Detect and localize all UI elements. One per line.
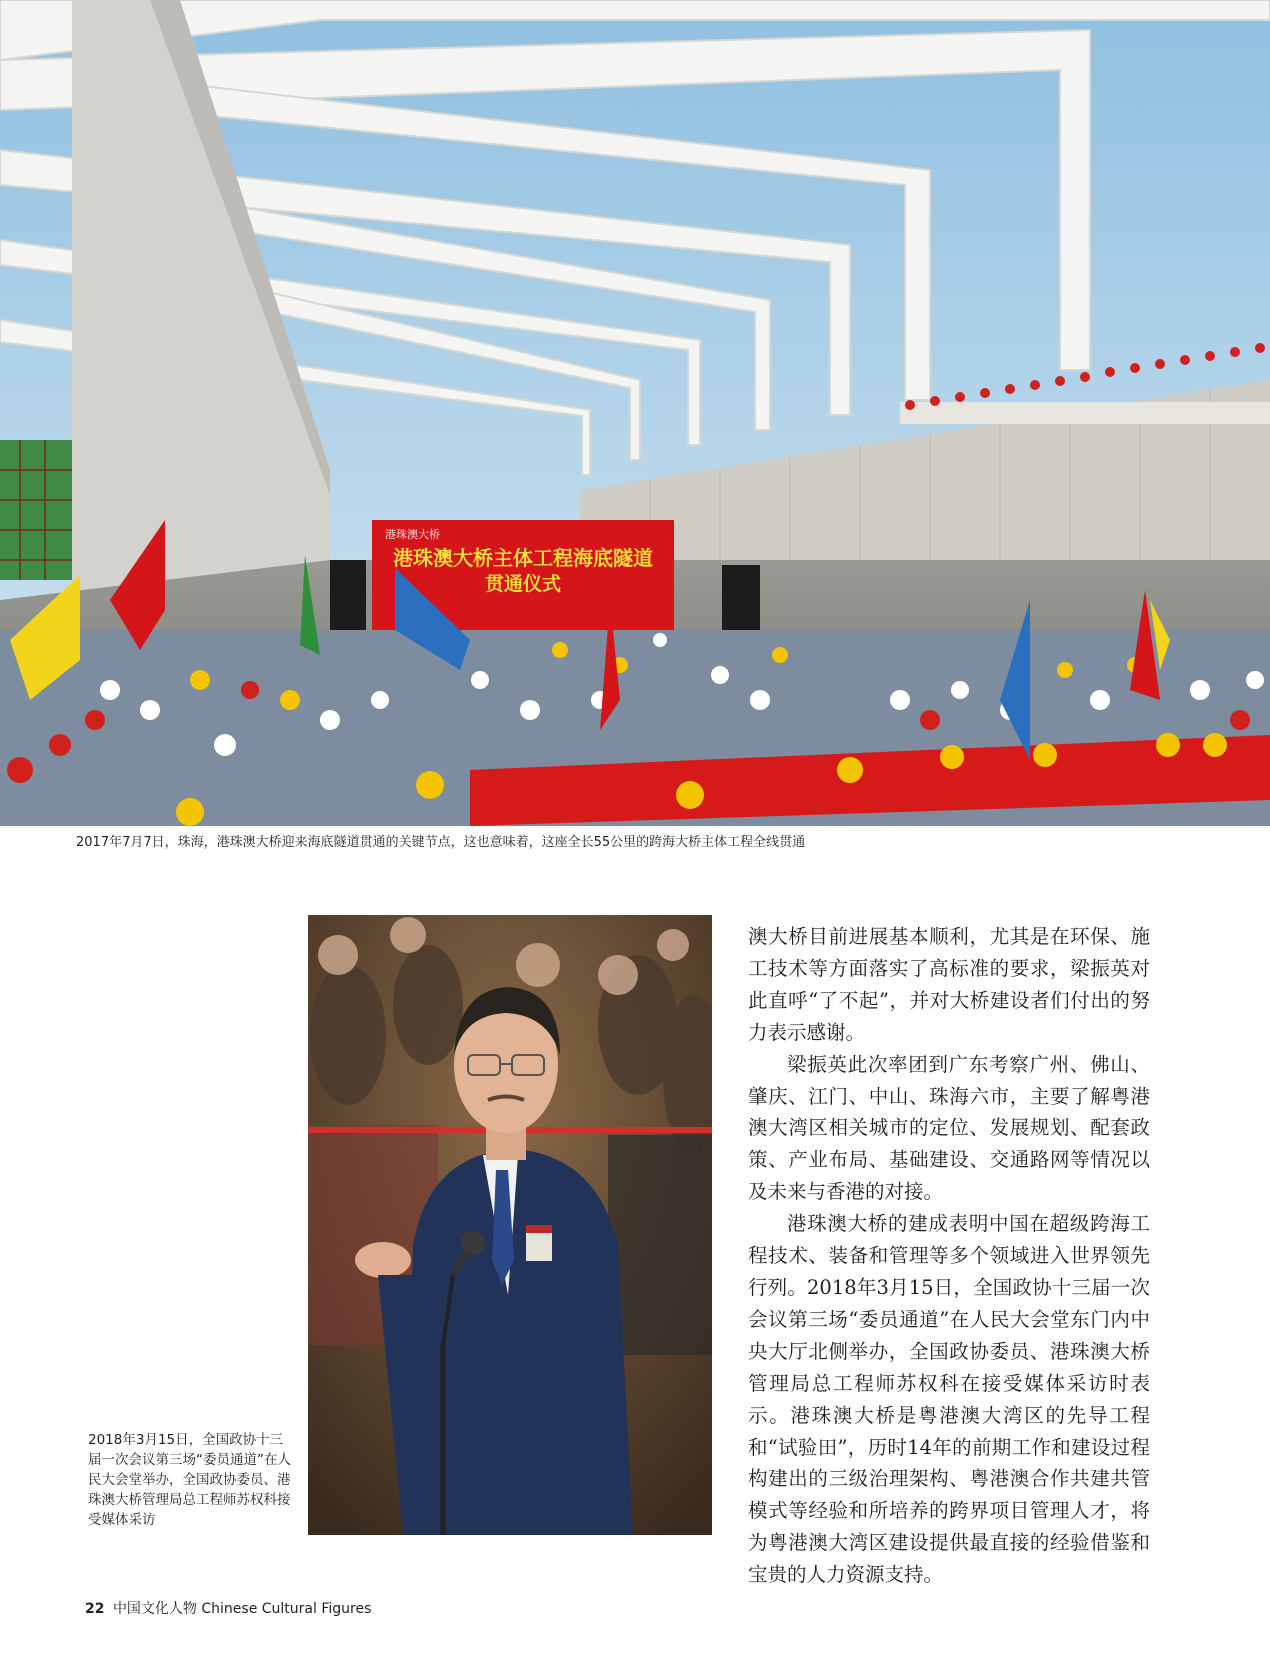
top-photo-caption: 2017年7月7日，珠海，港珠澳大桥迎来海底隧道贯通的关键节点，这也意味着，这座全长55公里的跨海大桥主体工程全线贯通 (76, 835, 806, 850)
article-paragraph-1: 澳大桥目前进展基本顺利，尤其是在环保、施工技术等方面落实了高标准的要求，梁振英对此直呼“了不起”，并对大桥建设者们付出的努力表示感谢。 (748, 925, 1150, 1044)
banner-title-line1: 港珠澳大桥主体工程海底隧道 (393, 546, 653, 570)
article-paragraph-3: 港珠澳大桥的建成表明中国在超级跨海工程技术、装备和管理等多个领域进入世界领先行列。2018年3月15日，全国政协十三届一次会议第三场“委员通道”在人民大会堂东门内中央大厅北侧举办，全国政协委员、港珠澳大桥管理局总工程师苏权科在接受媒体采访时表示。港珠澳大桥是粤港澳大湾区的先导工程和“试验田”，历时14年的前期工作和建设过程构建出的三级治理架构、粤港澳合作共建共管模式等经验和所培养的跨界项目管理人才，将为粤港澳大湾区建设提供最直接的经验借鉴和宝贵的人力资源支持。 (748, 1212, 1150, 1587)
speaker-portrait-photo (308, 915, 712, 1535)
tunnel-ceremony-photo (0, 0, 1270, 826)
publication-name: 中国文化人物 Chinese Cultural Figures (112, 1601, 372, 1617)
page-footer (85, 1598, 371, 1618)
article-body (748, 921, 1150, 1591)
portrait-caption: 2018年3月15日，全国政协十三届一次会议第三场“委员通道”在人民大会堂举办，全国政协委员、港珠澳大桥管理局总工程师苏权科接受媒体采访 (88, 1432, 291, 1528)
banner-logo-text: 港珠澳大桥 (385, 528, 440, 541)
page-number: 22 (85, 1601, 105, 1617)
banner-title-line2: 贯通仪式 (484, 573, 562, 595)
article-paragraph-2: 梁振英此次率团到广东考察广州、佛山、肇庆、江门、中山、珠海六市，主要了解粤港澳大湾区相关城市的定位、发展规划、配套政策、产业布局、基础建设、交通路网等情况以及未来与香港的对接。 (748, 1052, 1150, 1204)
